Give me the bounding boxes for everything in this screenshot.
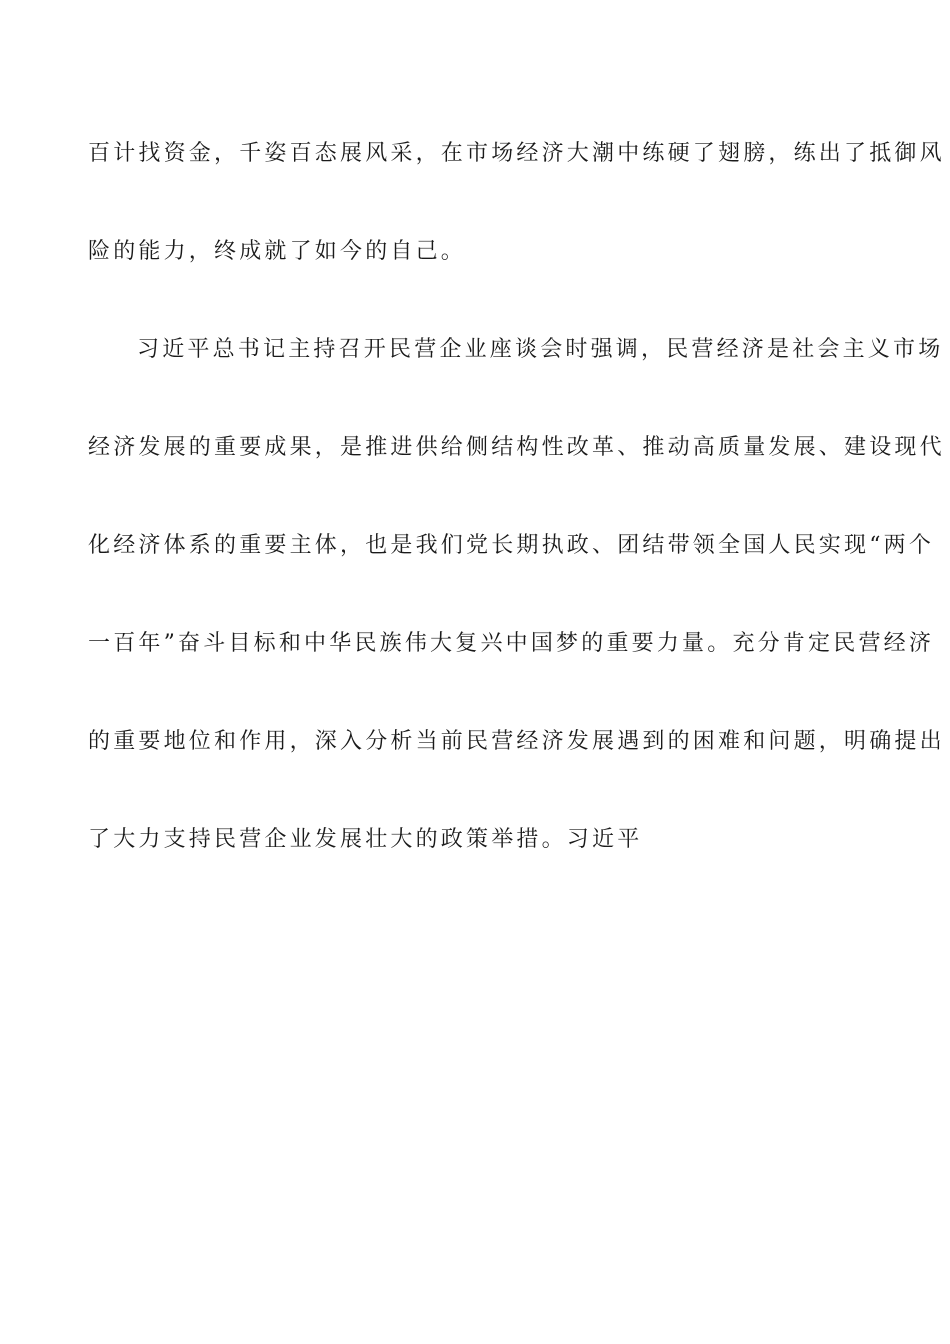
text-line-6: 一百年”奋斗目标和中华民族伟大复兴中国梦的重要力量。充分肯定民营经济 bbox=[88, 631, 935, 656]
text-line-8: 了大力支持民营企业发展壮大的政策举措。习近平 bbox=[88, 827, 643, 852]
text-line-4: 经济发展的重要成果，是推进供给侧结构性改革、推动高质量发展、建设现代 bbox=[88, 435, 945, 460]
text-line-2: 险的能力，终成就了如今的自己。 bbox=[88, 239, 467, 264]
text-line-5: 化经济体系的重要主体，也是我们党长期执政、团结带领全国人民实现“两个 bbox=[88, 533, 935, 558]
text-line-7: 的重要地位和作用，深入分析当前民营经济发展遇到的困难和问题，明确提出 bbox=[88, 729, 945, 754]
text-line-3: 习近平总书记主持召开民营企业座谈会时强调，民营经济是社会主义市场 bbox=[137, 337, 944, 362]
text-line-1: 百计找资金，千姿百态展风采，在市场经济大潮中练硬了翅膀，练出了抵御风 bbox=[88, 141, 945, 166]
